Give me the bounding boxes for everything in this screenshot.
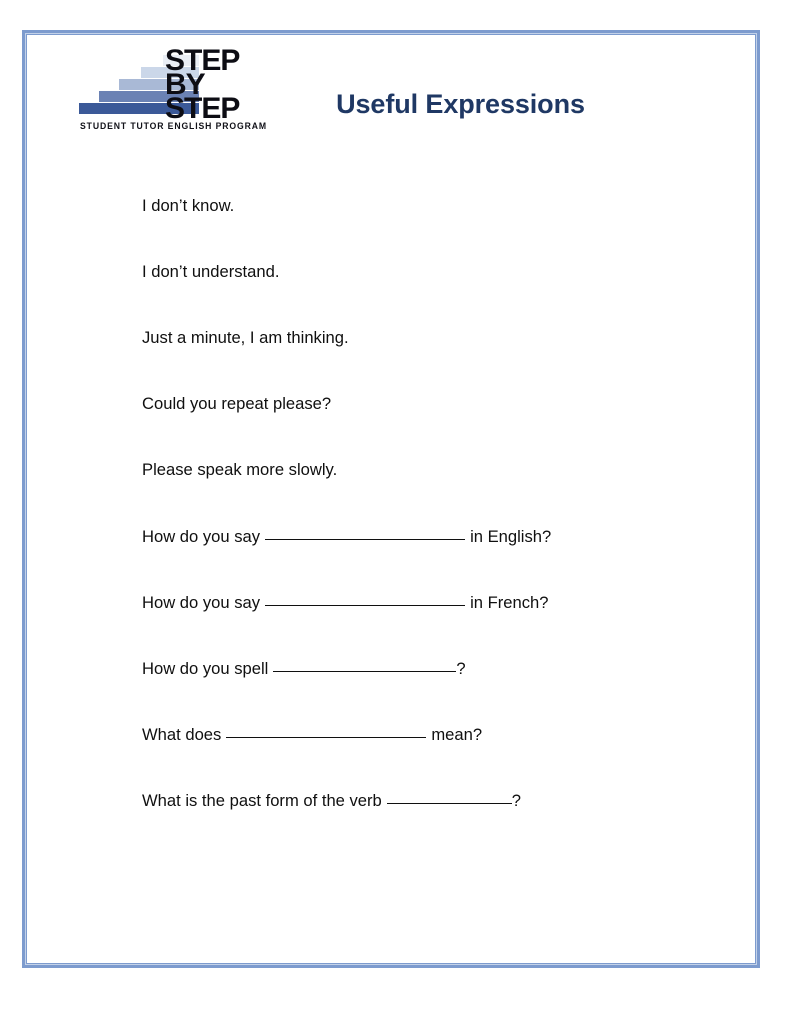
- expression-line: [142, 591, 742, 657]
- document-header: [27, 35, 755, 155]
- fill-in-blank[interactable]: [265, 591, 465, 606]
- page-border-frame: [22, 30, 760, 968]
- fill-in-blank[interactable]: [273, 657, 456, 672]
- expression-text: Just a minute, I am thinking.: [142, 328, 349, 347]
- step-by-step-logo: [79, 44, 294, 143]
- expressions-list: [142, 195, 742, 855]
- expression-text: How do you say: [142, 593, 261, 612]
- expression-suffix: ?: [456, 659, 466, 678]
- expression-suffix: mean?: [431, 725, 483, 744]
- expression-line: [142, 459, 742, 525]
- expression-line: [142, 525, 742, 591]
- expression-suffix: in French?: [470, 593, 549, 612]
- expression-text: What does: [142, 725, 222, 744]
- logo-tagline: STUDENT TUTOR ENGLISH PROGRAM: [80, 121, 267, 131]
- fill-in-blank[interactable]: [265, 525, 465, 540]
- expression-text: How do you spell: [142, 659, 269, 678]
- expression-text: What is the past form of the verb: [142, 791, 382, 810]
- expression-line: [142, 657, 742, 723]
- expression-line: [142, 789, 742, 855]
- expression-line: [142, 723, 742, 789]
- expression-suffix: in English?: [470, 527, 552, 546]
- expression-line: [142, 195, 742, 261]
- page-title: Useful Expressions: [336, 89, 585, 119]
- logo-wordmark-line-1: STEP: [165, 44, 240, 77]
- fill-in-blank[interactable]: [387, 789, 512, 804]
- expression-line: [142, 327, 742, 393]
- fill-in-blank[interactable]: [226, 723, 426, 738]
- expression-text: How do you say: [142, 527, 261, 546]
- expression-text: I don’t know.: [142, 196, 235, 215]
- expression-line: [142, 261, 742, 327]
- logo-wordmark-line-2: BY: [165, 68, 205, 101]
- expression-line: [142, 393, 742, 459]
- logo-wordmark-line-3: STEP: [165, 92, 240, 125]
- expression-suffix: ?: [511, 791, 522, 810]
- expression-text: I don’t understand.: [142, 262, 280, 281]
- logo-wordmark: [165, 44, 240, 125]
- expression-text: Could you repeat please?: [142, 394, 332, 413]
- expression-text: Please speak more slowly.: [142, 460, 338, 479]
